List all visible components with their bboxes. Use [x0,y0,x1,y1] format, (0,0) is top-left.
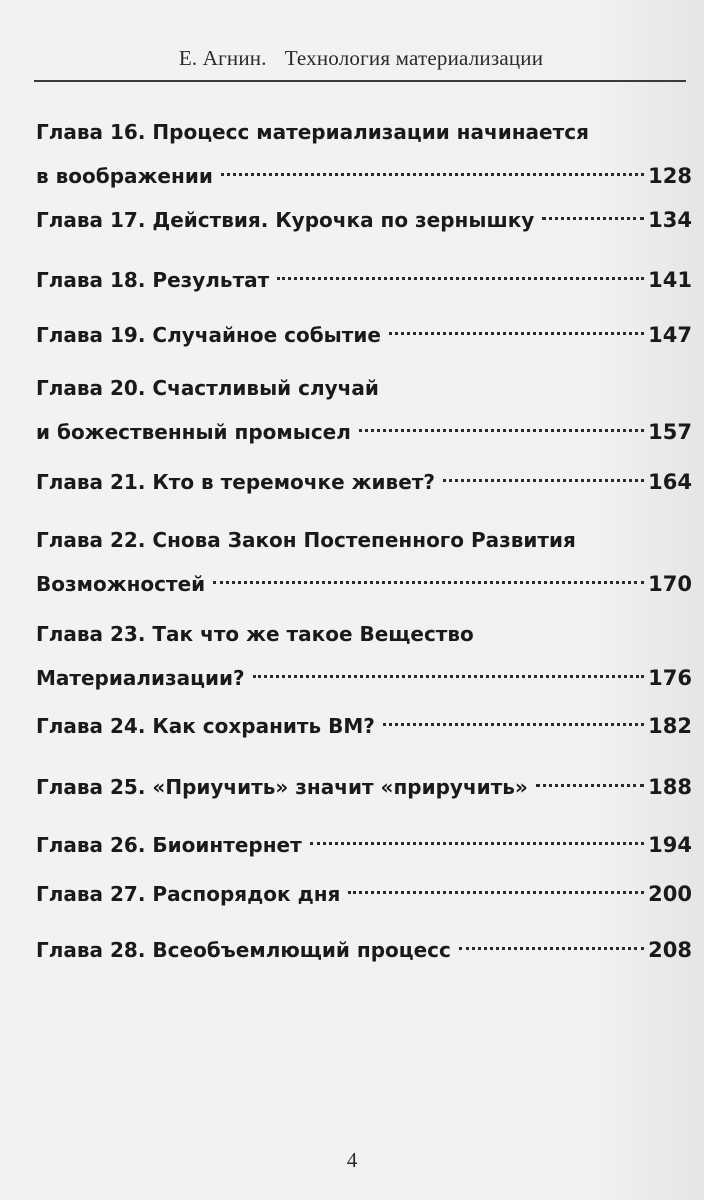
leader-dots [536,784,644,787]
toc-entry-28 [36,928,692,972]
toc-entry-line [36,765,692,809]
leader-dots [348,891,644,894]
header-title: Технология материализации [284,46,544,70]
page-ref: 208 [648,938,692,962]
page-ref: 164 [648,470,692,494]
chapter-number: Глава 25. [36,775,146,799]
chapter-title: Кто в теремочке живет? [152,470,435,494]
toc-entry-line [36,823,692,867]
toc-entry-22 [36,518,692,606]
page-ref: 188 [648,775,692,799]
toc-entry-19 [36,313,692,357]
chapter-title: Действия. Курочка по зернышку [152,208,535,232]
toc-entry-line [36,366,692,410]
chapter-title-continued: и божественный промысел [36,420,351,444]
leader-dots [359,429,644,432]
page-ref: 157 [648,420,692,444]
chapter-number: Глава 18. [36,268,146,292]
toc-entry-line [36,928,692,972]
page-ref: 200 [648,882,692,906]
page-ref: 128 [648,164,692,188]
toc-entry-line [36,410,692,454]
chapter-number: Глава 19. [36,323,146,347]
chapter-number: Глава 28. [36,938,146,962]
chapter-title: Как сохранить ВМ? [152,714,375,738]
toc-entry-line [36,612,692,656]
toc-entry-20 [36,366,692,454]
toc-entry-line [36,460,692,504]
toc-entry-25 [36,765,692,809]
toc-entry-line [36,562,692,606]
toc-entry-17 [36,198,692,242]
chapter-number: Глава 21. [36,470,146,494]
chapter-title: Счастливый случай [152,376,379,400]
leader-dots [213,581,644,584]
page-ref: 176 [648,666,692,690]
leader-dots [221,173,644,176]
chapter-title-continued: в воображении [36,164,213,188]
chapter-number: Глава 16. [36,120,146,144]
chapter-number: Глава 26. [36,833,146,857]
toc-entry-21 [36,460,692,504]
header-author: Е. Агнин. [178,46,267,70]
chapter-title: Результат [152,268,270,292]
toc-entry-26 [36,823,692,867]
leader-dots [310,842,644,845]
leader-dots [443,479,644,482]
header-rule [34,80,686,82]
chapter-number: Глава 20. [36,376,146,400]
toc-entry-line [36,154,692,198]
page-ref: 141 [648,268,692,292]
page-number: 4 [346,1148,358,1172]
toc-entry-line [36,518,692,562]
chapter-title: Снова Закон Постепенного Развития [152,528,576,552]
page-ref: 134 [648,208,692,232]
chapter-title: «Приучить» значит «приручить» [152,775,528,799]
chapter-number: Глава 17. [36,208,146,232]
page-ref: 170 [648,572,692,596]
chapter-title: Всеобъемлющий процесс [152,938,451,962]
leader-dots [542,217,644,220]
toc-entry-18 [36,258,692,302]
leader-dots [459,947,644,950]
running-header [34,46,688,71]
chapter-title-continued: Материализации? [36,666,245,690]
chapter-title: Распорядок дня [152,882,341,906]
toc-entry-line [36,704,692,748]
toc-entry-16 [36,110,692,198]
leader-dots [277,277,644,280]
chapter-number: Глава 27. [36,882,146,906]
chapter-title: Процесс материализации начинается [152,120,589,144]
toc-entry-line [36,258,692,302]
leader-dots [389,332,644,335]
toc-entry-line [36,313,692,357]
toc-entry-line [36,872,692,916]
page-ref: 182 [648,714,692,738]
leader-dots [253,675,645,678]
toc-entry-27 [36,872,692,916]
page-ref: 147 [648,323,692,347]
chapter-title: Так что же такое Вещество [152,622,474,646]
toc-entry-24 [36,704,692,748]
toc-entry-23 [36,612,692,700]
toc-entry-line [36,110,692,154]
toc-entry-line [36,198,692,242]
chapter-number: Глава 22. [36,528,146,552]
chapter-number: Глава 23. [36,622,146,646]
page-ref: 194 [648,833,692,857]
chapter-title: Биоинтернет [152,833,302,857]
chapter-number: Глава 24. [36,714,146,738]
chapter-title: Случайное событие [152,323,381,347]
leader-dots [383,723,644,726]
chapter-title-continued: Возможностей [36,572,206,596]
toc-entry-line [36,656,692,700]
